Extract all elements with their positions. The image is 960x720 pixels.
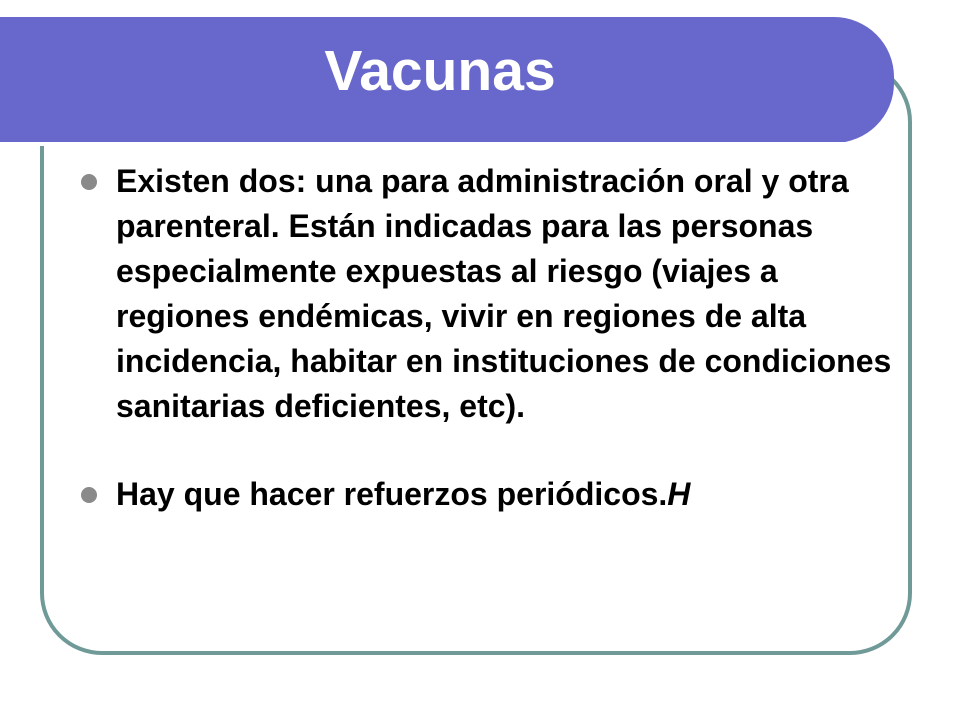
bullet-text: Existen dos: una para administración oral y otra parenteral. Están indicadas para las personas especialmente expuestas al riesgo (viajes a regiones endémicas, vivir en regiones de alta incidencia, habitar en instituciones de condiciones sanitarias deficientes, etc).: [116, 163, 892, 424]
bullet-item-boosters: [116, 472, 906, 517]
title-underline: [0, 142, 848, 146]
bullet-list: [116, 159, 906, 517]
bullet-text: Hay que hacer refuerzos periódicos.: [116, 476, 668, 512]
circle-bullet-icon: [81, 174, 97, 190]
slide-title: Vacunas: [324, 39, 556, 103]
circle-bullet-icon: [81, 487, 97, 503]
bullet-text-italic-suffix: H: [667, 476, 691, 512]
bullet-item-vaccine-types: [116, 159, 906, 429]
